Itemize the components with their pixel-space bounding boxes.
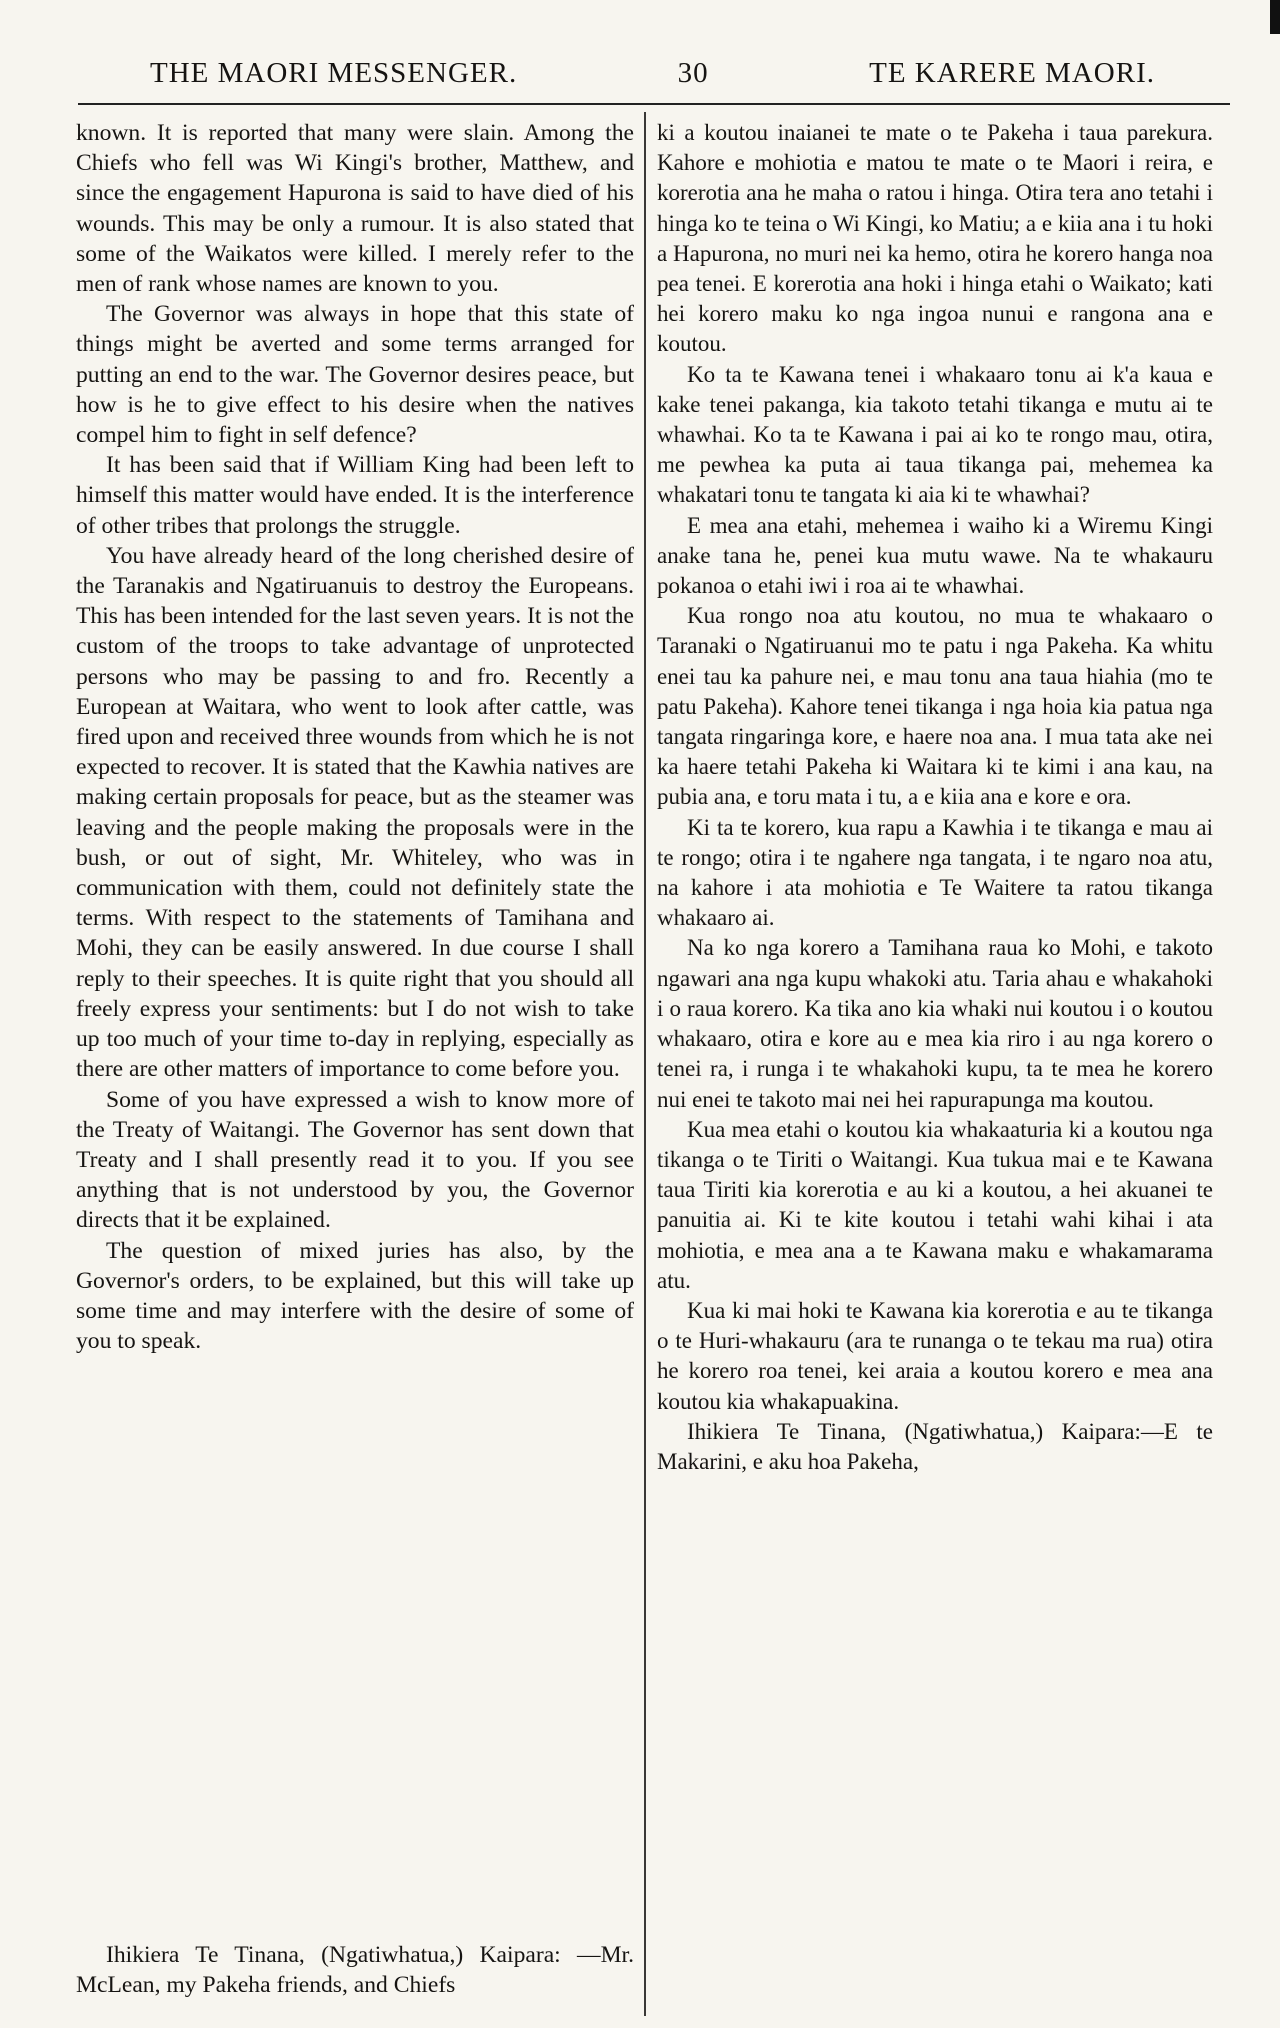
english-paragraph: Ihikiera Te Tinana, (Ngatiwhatua,) Kaipara: —Mr. McLean, my Pakeha friends, and Chiefs: [76, 1942, 634, 1999]
header-title-english: THE MAORI MESSENGER.: [150, 57, 518, 89]
english-speaker-intro: [76, 1940, 634, 2000]
page-corner-mark: [1270, 0, 1280, 34]
maori-paragraph: Kua mea etahi o koutou kia whakaaturia ki a koutou nga tikanga o te Tiriti o Waitangi. Kua tukua mai e te Kawana taua Tiriti kia korerotia e au ki a koutou, a hei akuanei te panuitia ai. Ki te kite koutou i tetahi wahi kihai i ata mohiotia, e mea ana a te Kawana maku e whakamarama atu.: [657, 1116, 1213, 1293]
english-paragraph: The Governor was always in hope that this state of things might be averted and some terms arranged for putting an end to the war. The Governor desires peace, but how is he to give effect to his desire when the natives compel him to fight in self defence?: [76, 301, 634, 449]
english-paragraph: You have already heard of the long cherished desire of the Taranakis and Ngatiruanuis to destroy the Europeans. This has been intended for the last seven years. It is not the custom of the troops to take advantage of unprotected persons who may be passing to and fro. Recently a European at Waitara, who went to look after cattle, was fired upon and received three wounds from which he is not expected to recover. It is stated that the Kawhia natives are making certain proposals for peace, but as the steamer was leaving and the people making the proposals were in the bush, or out of sight, Mr. Whiteley, who was in communication with them, could not definitely state the terms. With respect to the statements of Tamihana and Mohi, they can be easily answered. In due course I shall reply to their speeches. It is quite right that you should all freely express your sentiments: but I do not wish to take up too much of your time to-day in replying, especially as there are other matters of importance to come before you.: [76, 542, 634, 1083]
english-paragraph: known. It is reported that many were slain. Among the Chiefs who fell was Wi Kingi's brother, Matthew, and since the engagement Hapurona is said to have died of his wounds. This may be only a rumour. It is also stated that some of the Waikatos were killed. I merely refer to the men of rank whose names are known to you.: [76, 120, 634, 298]
header-rule: [78, 103, 1230, 105]
maori-paragraph: E mea ana etahi, mehemea i waiho ki a Wiremu Kingi anake tana he, penei kua mutu wawe. Na te whakauru pokanoa o etahi iwi i roa ai te whawhai.: [657, 512, 1213, 599]
maori-column: [657, 118, 1213, 2008]
maori-paragraph: Kua rongo noa atu koutou, no mua te whakaaro o Taranaki o Ngatiruanui mo te patu i nga Pakeha. Ka whitu enei tau ka pahure nei, e mau tonu ana taua hiahia (mo te patu Pakeha). Kahore tenei tikanga i nga hoia kia patua nga tangata ringaringa kore, e haere noa ana. I mua tata ake nei ka haere tetahi Pakeha ki Waitara ki te kimi i ana kau, na pubia ana, e toru mata i tu, a e kiia ana e kore e ora.: [657, 603, 1213, 810]
column-divider: [644, 112, 646, 2016]
english-column: [76, 118, 634, 2008]
header-title-maori: TE KARERE MAORI.: [869, 57, 1155, 89]
maori-paragraph: Ko ta te Kawana tenei i whakaaro tonu ai k'a kaua e kake tenei pakanga, kia takoto tetahi tikanga e mutu ai te whawhai. Ko ta te Kawana i pai ai ko te rongo mau, otira, me pewhea ka puta ai taua tikanga pai, mehemea ka whakatari tonu te tangata ki aia ki te whawhai?: [657, 361, 1213, 508]
english-paragraph: It has been said that if William King had been left to himself this matter would have ended. It is the interference of other tribes that prolongs the struggle.: [76, 452, 634, 539]
maori-paragraph: Na ko nga korero a Tamihana raua ko Mohi, e takoto ngawari ana nga kupu whakoki atu. Taria ahau e whakahoki i o raua korero. Ka tika ano kia whaki nui koutou i o koutou whakaaro, otira e kore au e mea kia riro i au nga korero o tenei ra, i runga i te whakahoki kupu, ta te mea he korero nui enei te takoto mai nei hei rapurapunga ma koutou.: [657, 935, 1213, 1112]
english-paragraph: The question of mixed juries has also, by the Governor's orders, to be explained, but this will take up some time and may interfere with the desire of some of you to speak.: [76, 1237, 634, 1355]
english-paragraph: Some of you have expressed a wish to know more of the Treaty of Waitangi. The Governor has sent down that Treaty and I shall presently read it to you. If you see anything that is not understood by you, the Governor directs that it be explained.: [76, 1086, 634, 1234]
maori-paragraph: ki a koutou inaianei te mate o te Pakeha i taua parekura. Kahore e mohiotia e matou te mate o te Maori i reira, e korerotia ana he maha o ratou i hinga. Otira tera ano tetahi i hinga ko te teina o Wi Kingi, ko Matiu; a e kiia ana i tu hoki a Hapurona, no muri nei ka hemo, otira he korero hanga noa pea tenei. E korerotia ana hoki i hinga etahi o Waikato; kati hei korero maku ko nga ingoa nunui e rangona ana e koutou.: [657, 120, 1213, 357]
maori-paragraph: Ki ta te korero, kua rapu a Kawhia i te tikanga e mau ai te rongo; otira i te ngahere nga tangata, i te ngaro noa atu, na kahore i ata mohiotia e Te Waitere ta ratou tikanga whakaaro ai.: [657, 814, 1213, 931]
page-number: 30: [677, 57, 709, 89]
maori-paragraph: Ihikiera Te Tinana, (Ngatiwhatua,) Kaipara:—E te Makarini, e aku hoa Pakeha,: [657, 1418, 1213, 1474]
running-header: [150, 40, 1155, 90]
maori-paragraph: Kua ki mai hoki te Kawana kia korerotia e au te tikanga o te Huri-whakauru (ara te runanga o te tekau ma rua) otira he korero roa tenei, kei araia a koutou korero e mea ana koutou kia whakapuakina.: [657, 1297, 1213, 1414]
